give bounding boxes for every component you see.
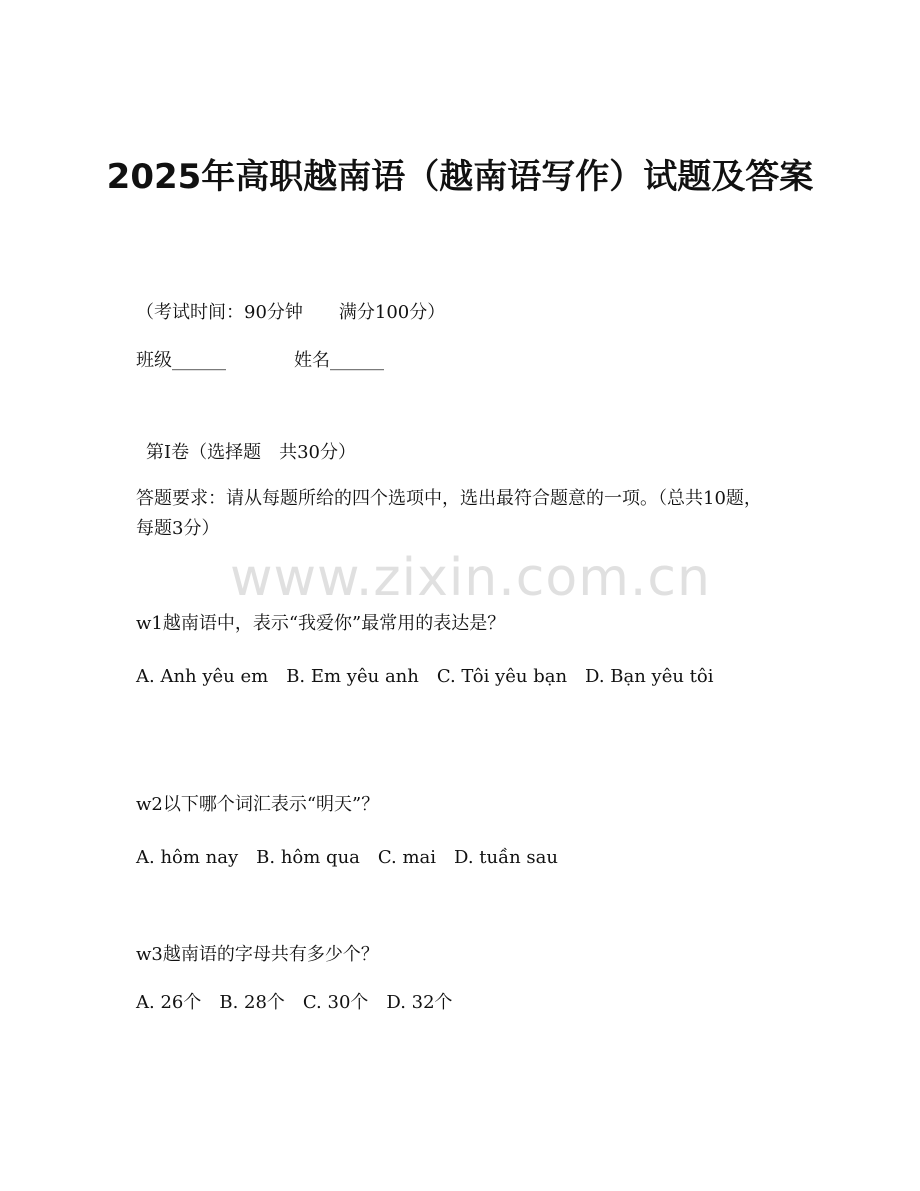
question-1-options: A. Anh yêu em B. Em yêu anh C. Tôi yêu bạn D. Bạn yêu tôi xyxy=(136,666,714,687)
question-1-text: w1越南语中，表示“我爱你”最常用的表达是？ xyxy=(136,613,506,634)
section-title: 第Ⅰ卷（选择题 共30分） xyxy=(146,442,357,463)
name-field-label: 姓名______ xyxy=(294,350,384,371)
document-title: 2025年高职越南语（越南语写作）试题及答案 xyxy=(106,157,814,197)
class-field-label: 班级______ xyxy=(136,350,226,371)
question-3-text: w3越南语的字母共有多少个？ xyxy=(136,944,379,965)
question-2-text: w2以下哪个词汇表示“明天”？ xyxy=(136,794,380,815)
instructions: 答题要求：请从每题所给的四个选项中，选出最符合题意的一项。（总共10题，每题3分） xyxy=(136,488,762,539)
exam-info: （考试时间：90分钟 满分100分） xyxy=(136,302,446,323)
watermark: www.zixin.com.cn xyxy=(230,548,711,608)
question-2-options: A. hôm nay B. hôm qua C. mai D. tuần sau xyxy=(136,847,558,868)
question-3-options: A. 26个 B. 28个 C. 30个 D. 32个 xyxy=(136,992,453,1013)
